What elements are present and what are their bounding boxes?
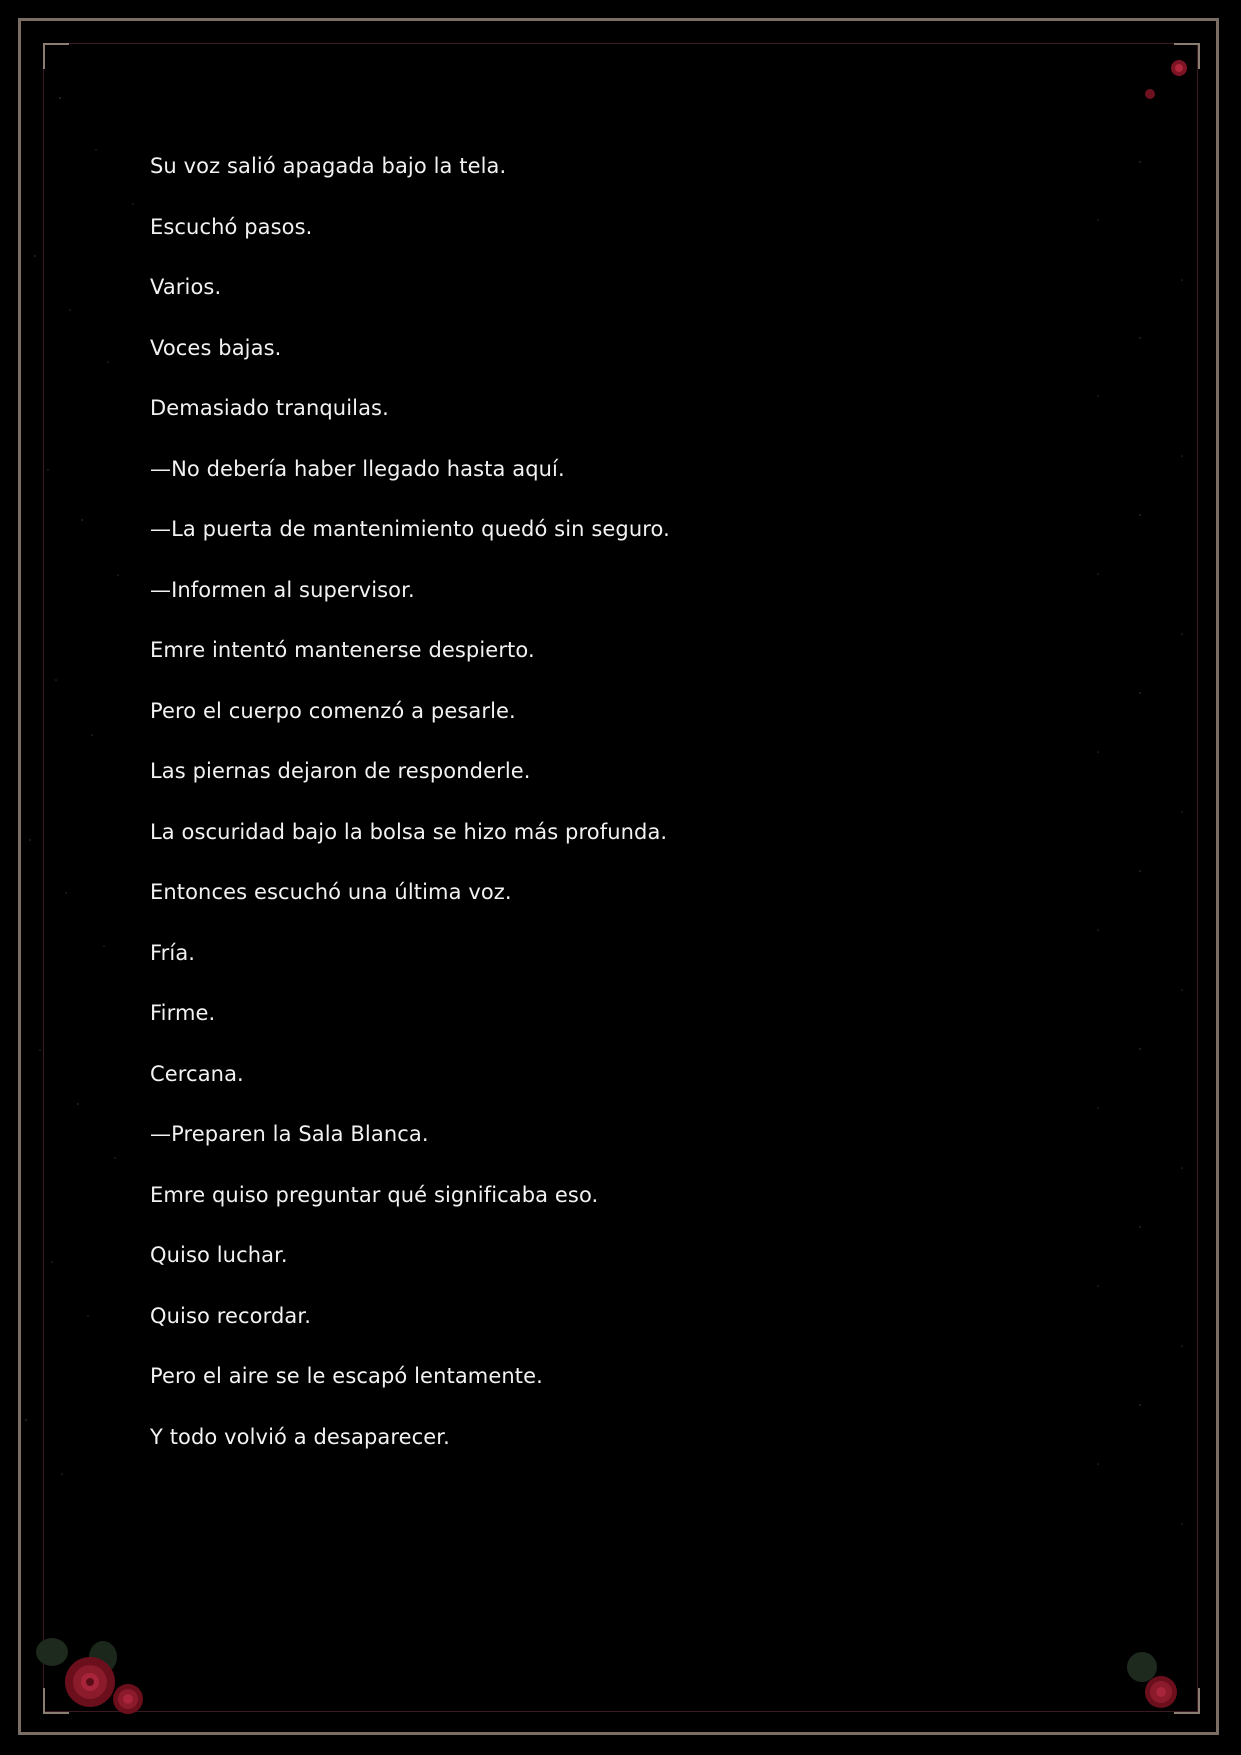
text-line: Las piernas dejaron de responderle. xyxy=(150,759,531,783)
dialogue-line: —La puerta de mantenimiento quedó sin seguro. xyxy=(150,517,670,541)
dialogue-line: —Preparen la Sala Blanca. xyxy=(150,1122,429,1146)
story-text xyxy=(150,150,1090,1481)
text-line: Pero el cuerpo comenzó a pesarle. xyxy=(150,698,516,723)
dialogue-line: —Informen al supervisor. xyxy=(150,577,415,602)
text-line: Fría. xyxy=(150,940,196,965)
text-line: Pero el aire se le escapó lentamente. xyxy=(150,1364,543,1388)
corner-bracket-bottom-left xyxy=(43,1688,69,1714)
text-line: Quiso luchar. xyxy=(150,1243,288,1267)
dialogue-line: —No debería haber llegado hasta aquí. xyxy=(150,456,565,481)
text-line: Firme. xyxy=(150,1001,216,1025)
corner-bracket-top-right xyxy=(1174,43,1200,69)
text-line: Su voz salió apagada bajo la tela. xyxy=(150,154,507,178)
text-line: Emre intentó mantenerse despierto. xyxy=(150,638,535,662)
text-line: Escuchó pasos. xyxy=(150,214,313,239)
text-line: Quiso recordar. xyxy=(150,1303,311,1328)
corner-bracket-bottom-right xyxy=(1174,1688,1200,1714)
text-line: Emre quiso preguntar qué significaba eso. xyxy=(150,1182,599,1207)
corner-bracket-top-left xyxy=(43,43,69,69)
text-line: La oscuridad bajo la bolsa se hizo más profunda. xyxy=(150,819,668,844)
text-line: Entonces escuchó una última voz. xyxy=(150,880,512,904)
text-line: Cercana. xyxy=(150,1061,244,1086)
text-line: Voces bajas. xyxy=(150,335,282,360)
text-line: Varios. xyxy=(150,275,222,299)
text-line: Demasiado tranquilas. xyxy=(150,396,389,420)
text-line: Y todo volvió a desaparecer. xyxy=(150,1424,450,1449)
